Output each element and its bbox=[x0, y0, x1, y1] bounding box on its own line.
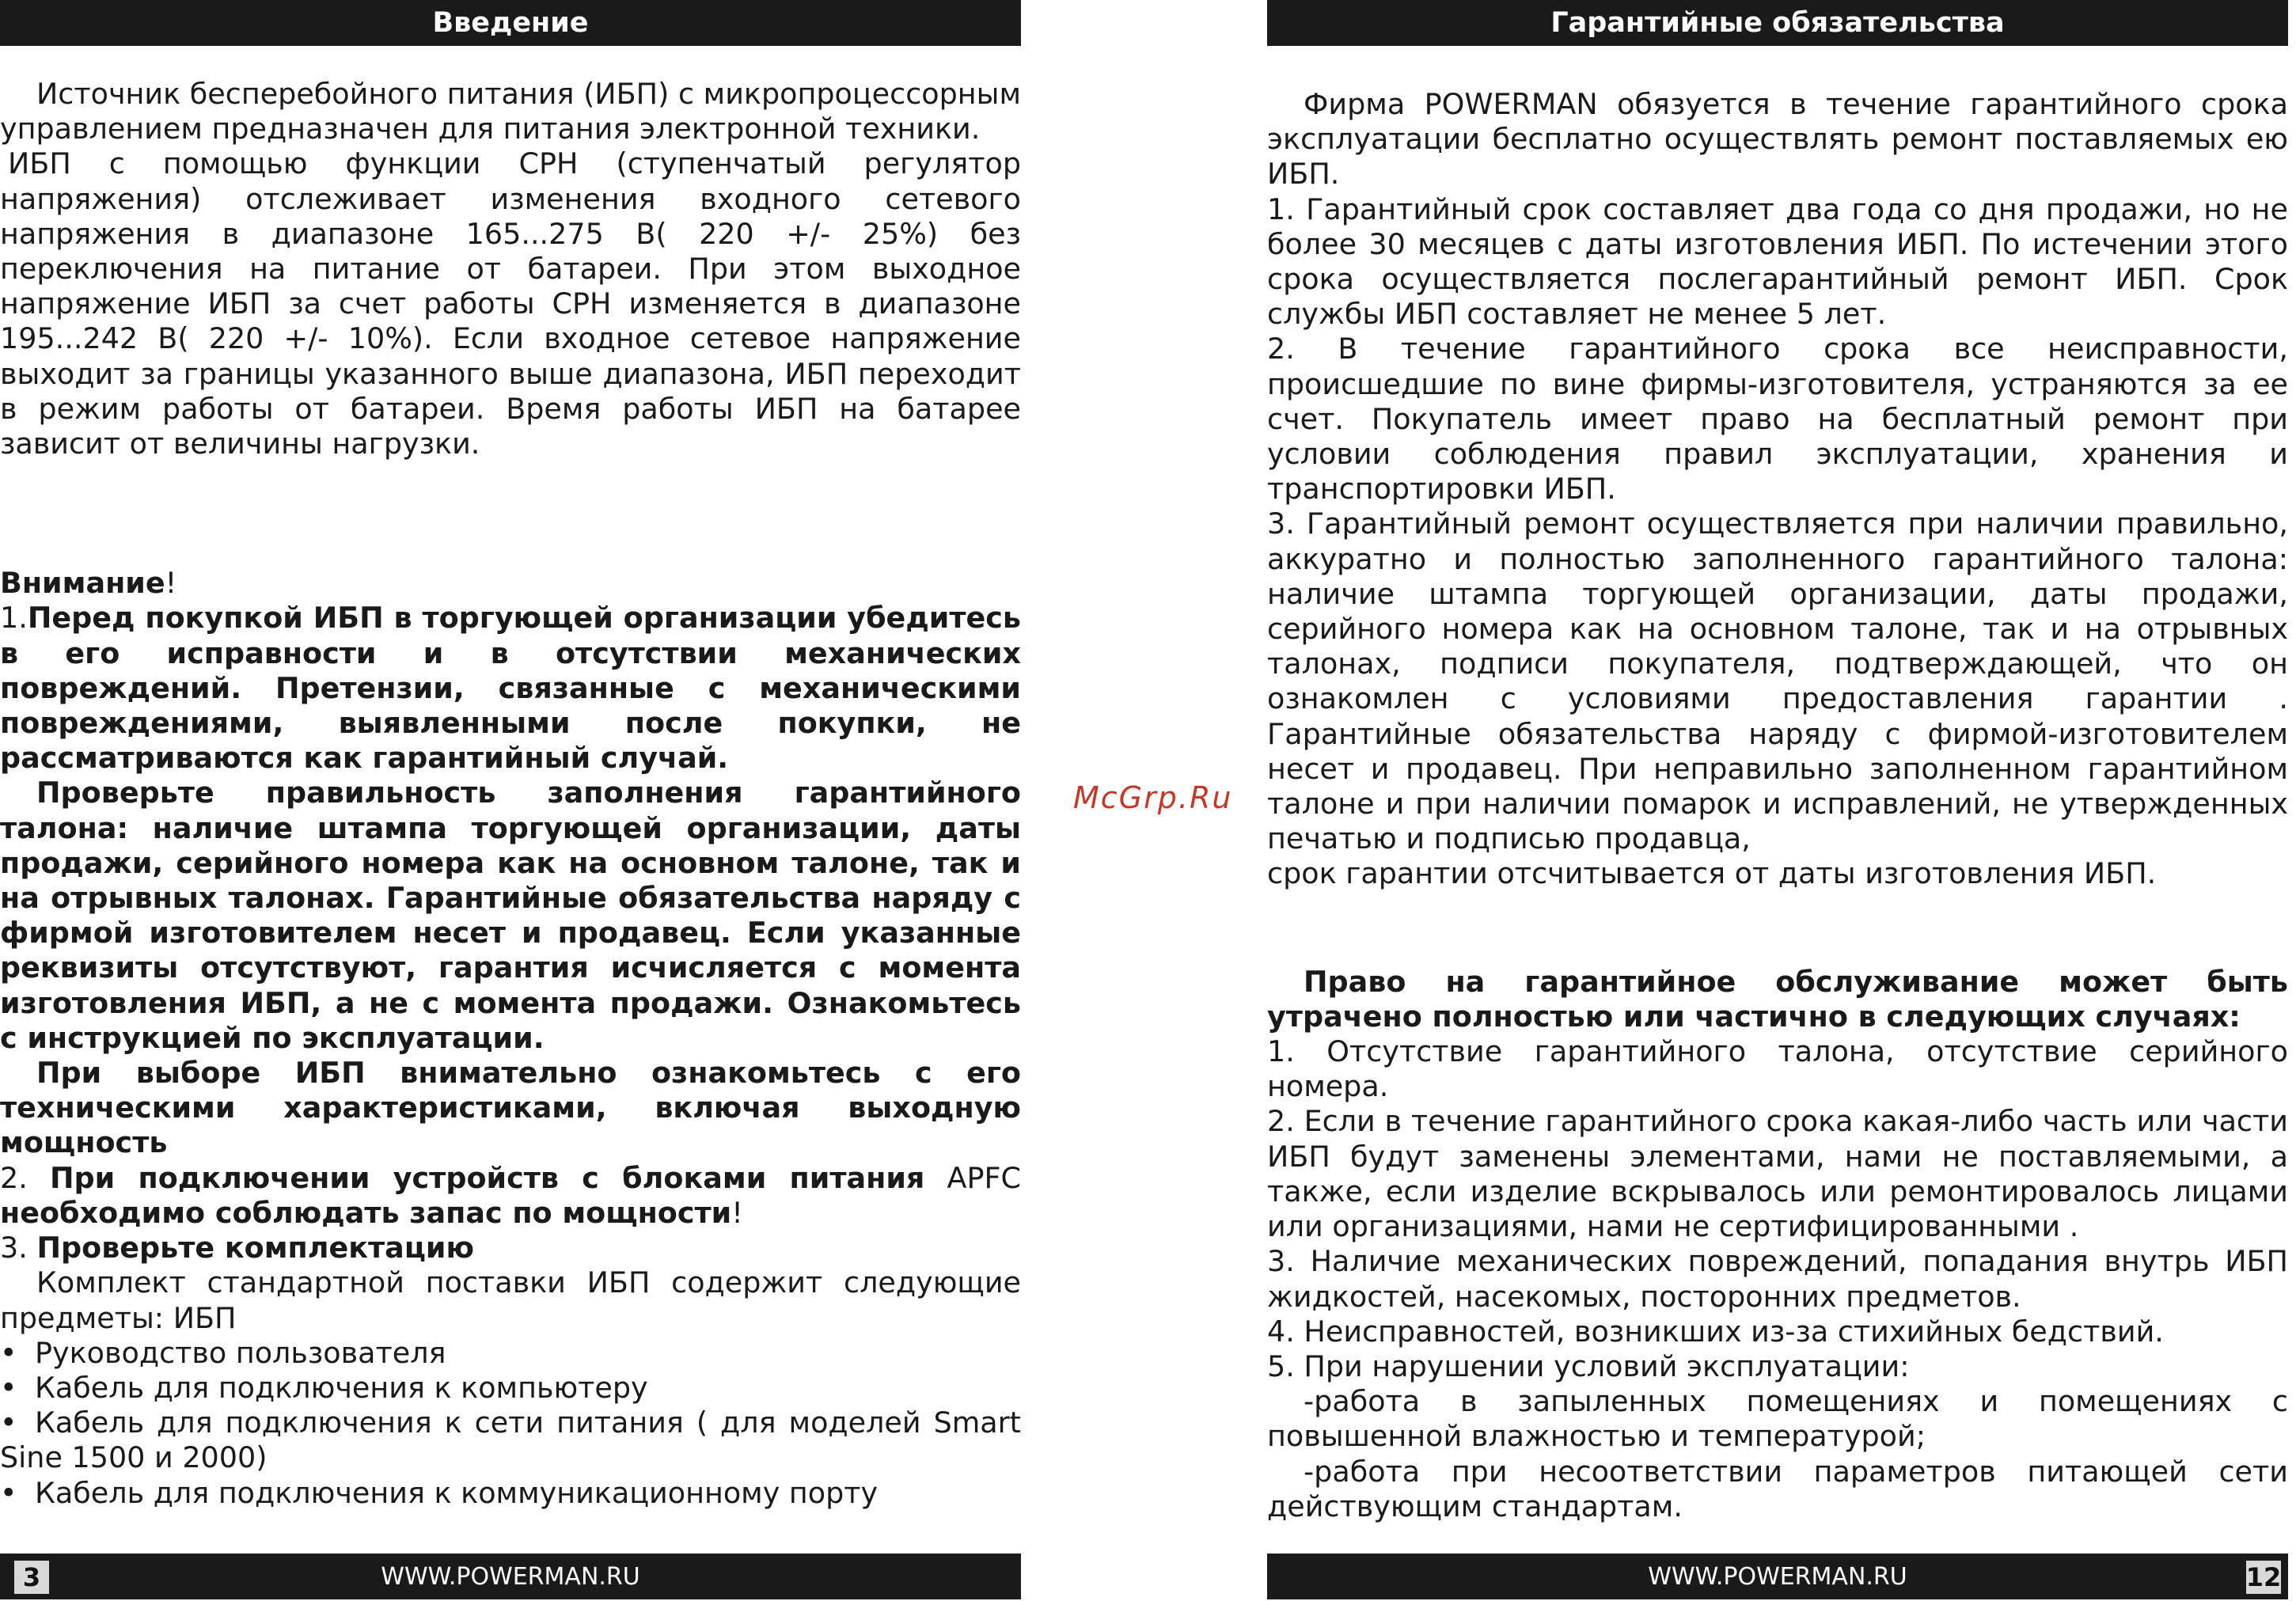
attention-item-2: 2. При подключении устройств с блоками питания APFC необходимо соблюдать запас по мощности! bbox=[0, 1160, 1021, 1230]
left-page bbox=[0, 0, 1021, 1511]
attention-item-1: 1.Перед покупкой ИБП в торгующей организации убедитесь в его исправности и в отсутствии механических повреждений. Претензии, связанные с механическими повреждениями, выявленными после покупки, не рассматриваются как гарантийный случай. bbox=[0, 601, 1021, 776]
kit-item: • Кабель для подключения к компьютеру bbox=[0, 1370, 648, 1405]
page-number-right: 12 bbox=[2245, 1562, 2282, 1592]
check-warranty-paragraph: Проверьте правильность заполнения гарантийного талона: наличие штампа торгующей организации, даты продажи, серийного номера как на основном талоне, так и на отрывных талонах. Гарантийные обязательства наряду с фирмой изготовителем несет и продавец. Если указанные реквизиты отсутствуют, гарантия исчисляется с момента изготовления ИБП, а не с момента продажи. Ознакомьтесь с инструкцией по эксплуатации. bbox=[0, 776, 1021, 1055]
watermark: McGrp.Ru bbox=[1073, 780, 1233, 815]
right-footer bbox=[1267, 1554, 2288, 1599]
kit-intro: Комплект стандартной поставки ИБП содержит следующие предметы: ИБП bbox=[0, 1265, 1021, 1335]
loss-item: 3. Наличие механических повреждений, попадания внутрь ИБП жидкостей, насекомых, посторонних предметов. bbox=[1267, 1244, 2288, 1314]
loss-of-warranty-heading: Право на гарантийное обслуживание может быть утрачено полностью или частично в следующих случаях: bbox=[1267, 964, 2288, 1034]
right-page bbox=[1267, 0, 2288, 1524]
introduction-header: Введение bbox=[0, 0, 1021, 46]
attention-heading: Внимание! bbox=[0, 566, 177, 601]
loss-item: 4. Неисправностей, возникших из-за стихийных бедствий. bbox=[1267, 1314, 2164, 1349]
attention-item-3: 3. Проверьте комплектацию bbox=[0, 1231, 474, 1265]
warranty-paragraph: 3. Гарантийный ремонт осуществляется при наличии правильно, аккуратно и полностью заполненного гарантийного талона: наличие штампа торгующей организации, даты продажи, серийного номера как на основном талоне, так и на отрывных талонах, подписи покупателя, подтверждающей, что он ознакомлен с условиями предоставления гарантии . Гарантийные обязательства наряду с фирмой-изготовителем несет и продавец. При неправильно заполненном гарантийном талоне и при наличии помарок и исправлений, не утвержденных печатью и подписью продавца, bbox=[1267, 506, 2288, 856]
loss-item: -работа в запыленных помещениях и помещениях с повышенной влажностью и температурой; bbox=[1267, 1384, 2288, 1454]
intro-paragraph-2: ИБП с помощью функции СРН (ступенчатый регулятор напряжения) отслеживает изменения входного сетевого напряжения в диапазоне 165...275 В( 220 +/- 25%) без переключения на питание от батареи. При этом выходное напряжение ИБП за счет работы СРН изменяется в диапазоне 195...242 В( 220 +/- 10%). Если входное сетевое напряжение выходит за границы указанного выше диапазона, ИБП переходит в режим работы от батареи. Время работы ИБП на батарее зависит от величины нагрузки. bbox=[0, 146, 1021, 461]
warranty-paragraph: Фирма POWERMAN обязуется в течение гарантийного срока эксплуатации бесплатно осуществлять ремонт поставляемых ею ИБП. bbox=[1267, 87, 2288, 192]
intro-paragraph-1: Источник бесперебойного питания (ИБП) с микропроцессорным управлением предназначен для питания электронной техники. bbox=[0, 77, 1021, 146]
loss-item: 2. Если в течение гарантийного срока какая-либо часть или части ИБП будут заменены элементами, нами не поставляемыми, а также, если изделие вскрывалось или ремонтировалось лицами или организациями, нами не сертифицированными . bbox=[1267, 1104, 2288, 1244]
footer-url: WWW.POWERMAN.RU bbox=[1648, 1562, 1907, 1591]
choice-paragraph: При выборе ИБП внимательно ознакомьтесь с его техническими характеристиками, включая выходную мощность bbox=[0, 1056, 1021, 1160]
footer-url: WWW.POWERMAN.RU bbox=[381, 1562, 640, 1591]
kit-item: • Кабель для подключения к сети питания ( для моделей Smart Sine 1500 и 2000) bbox=[0, 1406, 1021, 1475]
left-footer bbox=[0, 1554, 1021, 1599]
warranty-paragraph: срок гарантии отсчитывается от даты изготовления ИБП. bbox=[1267, 856, 2157, 891]
warranty-paragraph: 2. В течение гарантийного срока все неисправности, происшедшие по вине фирмы-изготовителя, устраняются за ее счет. Покупатель имеет право на бесплатный ремонт при условии соблюдения правил эксплуатации, хранения и транспортировки ИБП. bbox=[1267, 332, 2288, 506]
warranty-header: Гарантийные обязательства bbox=[1267, 0, 2288, 46]
kit-item: • Руководство пользователя bbox=[0, 1335, 446, 1370]
loss-item: -работа при несоответствии параметров питающей сети действующим стандартам. bbox=[1267, 1454, 2288, 1523]
loss-item: 5. При нарушении условий эксплуатации: bbox=[1267, 1349, 1910, 1383]
loss-item: 1. Отсутствие гарантийного талона, отсутствие серийного номера. bbox=[1267, 1034, 2288, 1104]
warranty-paragraph: 1. Гарантийный срок составляет два года со дня продажи, но не более 30 месяцев с даты изготовления ИБП. По истечении этого срока осуществляется послегарантийный ремонт ИБП. Срок службы ИБП составляет не менее 5 лет. bbox=[1267, 192, 2288, 332]
kit-item: • Кабель для подключения к коммуникационному порту bbox=[0, 1475, 879, 1510]
page-number-left: 3 bbox=[14, 1561, 49, 1594]
